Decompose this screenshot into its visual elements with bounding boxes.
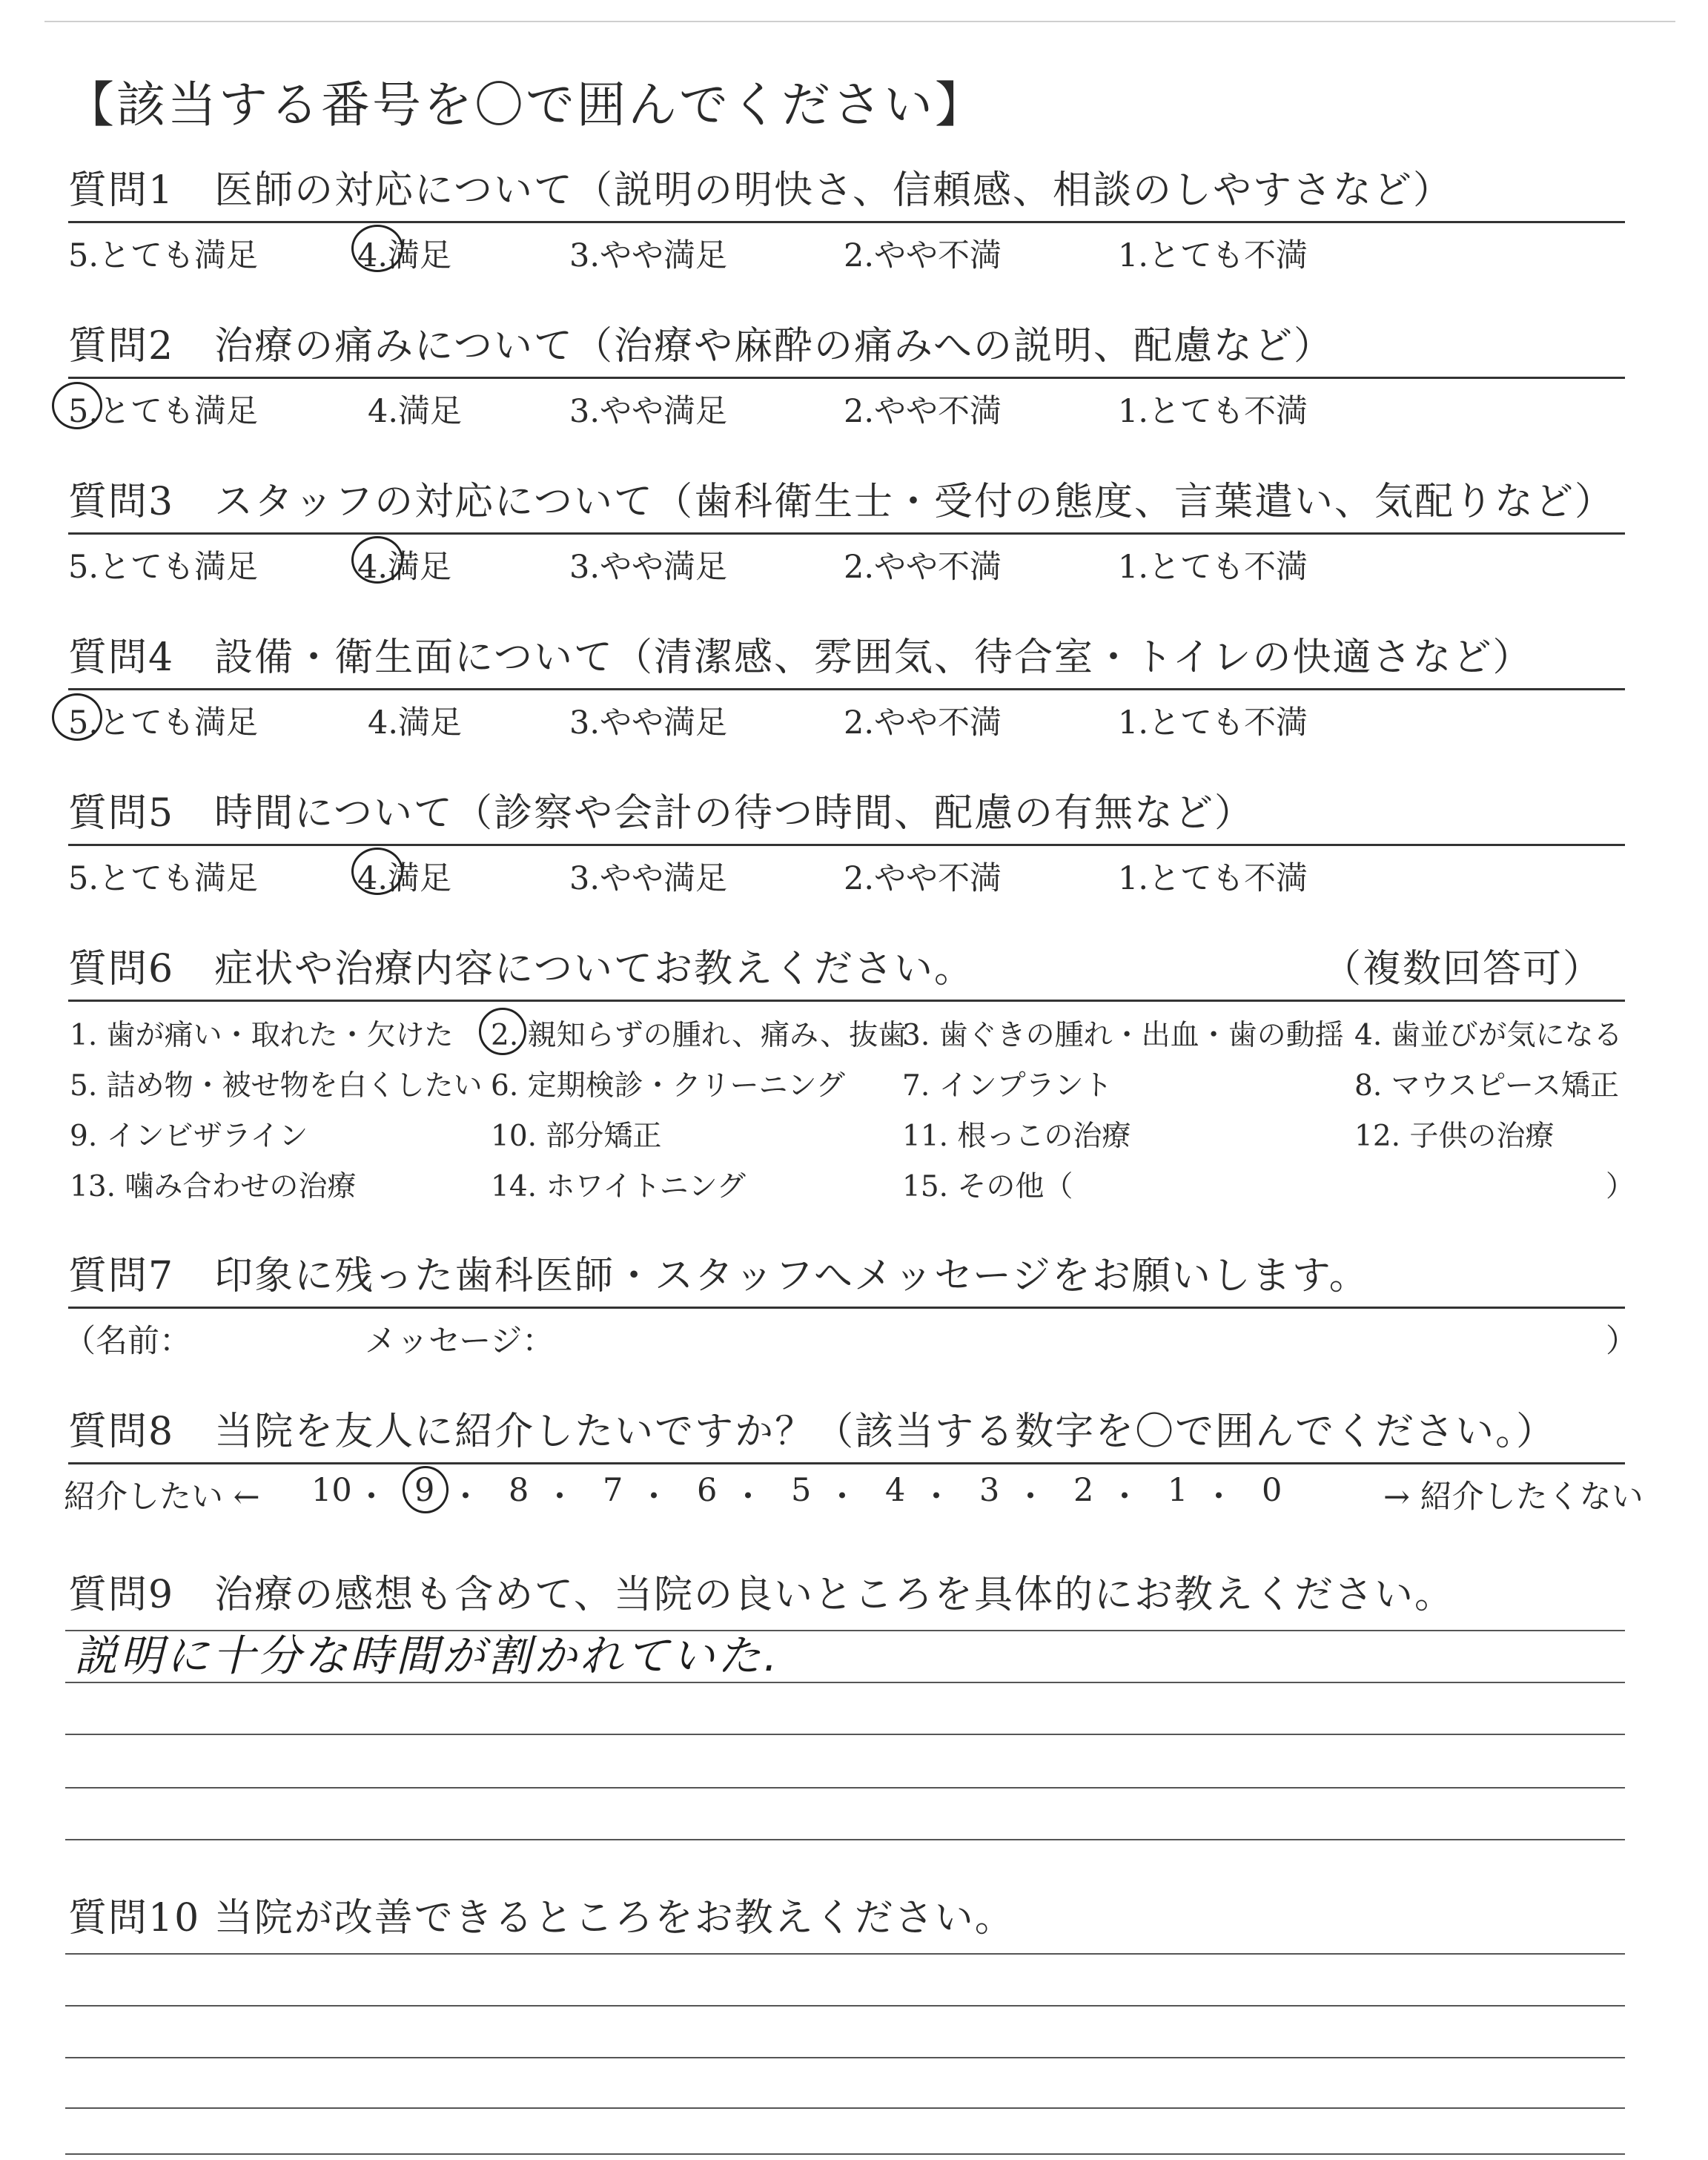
question-title: 質問3 スタッフの対応について（歯科衛生士・受付の態度、言葉遣い、気配りなど） bbox=[68, 480, 1615, 524]
question-6-title: 質問6 症状や治療内容についてお教えください。 bbox=[68, 947, 975, 991]
message-label: メッセージ： bbox=[365, 1323, 555, 1360]
question-8 bbox=[64, 1406, 1644, 1516]
scale-separator: ・ bbox=[920, 1479, 953, 1516]
scale-separator: ・ bbox=[1202, 1479, 1235, 1516]
scale-6[interactable]: 6 bbox=[697, 1472, 718, 1509]
treatment-11[interactable]: 11. 根っこの治療 bbox=[902, 1120, 1131, 1153]
scale-separator: ・ bbox=[638, 1479, 670, 1516]
treatment-6[interactable]: 6. 定期検診・クリーニング bbox=[491, 1069, 845, 1103]
option-5[interactable]: 5.とても満足 bbox=[68, 860, 259, 897]
top-border bbox=[44, 21, 1675, 22]
question-title bbox=[68, 943, 1625, 995]
name-label: （名前： bbox=[64, 1323, 191, 1360]
question-title: 質問1 医師の対応について（説明の明快さ、信頼感、相談のしやすさなど） bbox=[68, 168, 1453, 213]
option-2[interactable]: 2.やや不満 bbox=[844, 549, 1002, 586]
selection-circle bbox=[351, 848, 403, 895]
treatment-3[interactable]: 3. 歯ぐきの腫れ・出血・歯の動揺 bbox=[902, 1019, 1344, 1052]
option-3[interactable]: 3.やや満足 bbox=[569, 393, 728, 430]
option-4[interactable]: 4.満足 bbox=[357, 860, 452, 897]
selection-circle bbox=[479, 1008, 526, 1055]
recommend-right-label: → 紹介したくない bbox=[1383, 1479, 1644, 1516]
selection-circle bbox=[52, 382, 102, 429]
handwritten-answer[interactable]: 説明に十分な時間が割かれていた. bbox=[74, 1631, 781, 1681]
treatment-10[interactable]: 10. 部分矯正 bbox=[491, 1120, 662, 1153]
other-close-paren: ） bbox=[1606, 1170, 1635, 1203]
option-4[interactable]: 4.満足 bbox=[368, 704, 463, 742]
option-2[interactable]: 2.やや不満 bbox=[844, 393, 1002, 430]
treatment-4[interactable]: 4. 歯並びが気になる bbox=[1354, 1019, 1623, 1052]
question-5 bbox=[68, 787, 1625, 897]
option-1[interactable]: 1.とても不満 bbox=[1118, 704, 1308, 742]
scale-separator: ・ bbox=[449, 1479, 482, 1516]
option-4[interactable]: 4.満足 bbox=[357, 549, 452, 586]
treatment-13[interactable]: 13. 噛み合わせの治療 bbox=[70, 1170, 357, 1203]
selection-circle bbox=[403, 1466, 448, 1513]
option-1[interactable]: 1.とても不満 bbox=[1118, 549, 1308, 586]
treatment-5[interactable]: 5. 詰め物・被せ物を白くしたい bbox=[70, 1069, 483, 1103]
scale-5[interactable]: 5 bbox=[791, 1472, 812, 1509]
treatment-7[interactable]: 7. インプラント bbox=[902, 1069, 1113, 1103]
answer-line bbox=[65, 1787, 1625, 1789]
answer-line bbox=[65, 2107, 1625, 2109]
scale-4[interactable]: 4 bbox=[885, 1472, 906, 1509]
treatment-9[interactable]: 9. インビザライン bbox=[70, 1120, 308, 1153]
option-5[interactable]: 5.とても満足 bbox=[68, 549, 259, 586]
answer-line bbox=[65, 1839, 1625, 1840]
answer-line bbox=[65, 1734, 1625, 1735]
multiple-answers-note: （複数回答可） bbox=[1322, 947, 1603, 991]
question-title: 質問4 設備・衛生面について（清潔感、雰囲気、待合室・トイレの快適さなど） bbox=[68, 635, 1533, 680]
question-6 bbox=[68, 943, 1635, 1224]
scale-separator: ・ bbox=[732, 1479, 764, 1516]
option-2[interactable]: 2.やや不満 bbox=[844, 237, 1002, 274]
scale-8[interactable]: 8 bbox=[509, 1472, 529, 1509]
rating-options bbox=[68, 379, 1625, 430]
answer-line bbox=[65, 2153, 1625, 2155]
selection-circle bbox=[351, 225, 403, 272]
recommend-left-label: 紹介したい ← bbox=[64, 1479, 260, 1516]
option-5[interactable]: 5.とても満足 bbox=[68, 704, 259, 742]
question-title: 質問8 当院を友人に紹介したいですか？（該当する数字を〇で囲んでください。） bbox=[68, 1410, 1557, 1454]
question-4 bbox=[68, 632, 1625, 742]
option-5[interactable]: 5.とても満足 bbox=[68, 237, 259, 274]
scale-separator: ・ bbox=[1108, 1479, 1141, 1516]
rating-options bbox=[68, 846, 1625, 897]
option-1[interactable]: 1.とても不満 bbox=[1118, 393, 1308, 430]
scale-9[interactable]: 9 bbox=[414, 1472, 435, 1509]
option-3[interactable]: 3.やや満足 bbox=[569, 860, 728, 897]
option-3[interactable]: 3.やや満足 bbox=[569, 704, 728, 742]
scale-1[interactable]: 1 bbox=[1168, 1472, 1188, 1509]
treatment-12[interactable]: 12. 子供の治療 bbox=[1354, 1120, 1555, 1153]
question-3 bbox=[68, 476, 1625, 586]
question-title: 質問2 治療の痛みについて（治療や麻酔の痛みへの説明、配慮など） bbox=[68, 324, 1334, 369]
selection-circle bbox=[52, 693, 102, 741]
scale-2[interactable]: 2 bbox=[1073, 1472, 1094, 1509]
rating-options bbox=[68, 223, 1625, 274]
question-title: 質問7 印象に残った歯科医師・スタッフへメッセージをお願いします。 bbox=[68, 1254, 1369, 1298]
answer-line bbox=[65, 1953, 1625, 1955]
question-2 bbox=[68, 320, 1625, 430]
message-row bbox=[64, 1309, 1638, 1360]
message-close-paren: ） bbox=[1606, 1323, 1638, 1360]
question-title: 質問5 時間について（診察や会計の待つ時間、配慮の有無など） bbox=[68, 791, 1255, 836]
scale-separator: ・ bbox=[1014, 1479, 1047, 1516]
scale-3[interactable]: 3 bbox=[979, 1472, 1000, 1509]
question-10 bbox=[68, 1892, 1625, 1944]
question-title: 質問9 治療の感想も含めて、当院の良いところを具体的にお教えください。 bbox=[68, 1573, 1455, 1617]
option-4[interactable]: 4.満足 bbox=[357, 237, 452, 274]
treatment-15-other[interactable]: 15. その他（ bbox=[902, 1170, 1073, 1203]
treatment-1[interactable]: 1. 歯が痛い・取れた・欠けた bbox=[70, 1019, 454, 1052]
option-5[interactable]: 5.とても満足 bbox=[68, 393, 259, 430]
scale-0[interactable]: 0 bbox=[1262, 1472, 1282, 1509]
option-4[interactable]: 4.満足 bbox=[368, 393, 463, 430]
treatment-2[interactable]: 2. 親知らずの腫れ、痛み、抜歯 bbox=[491, 1019, 907, 1052]
treatment-8[interactable]: 8. マウスピース矯正 bbox=[1354, 1069, 1619, 1103]
page-heading: 【該当する番号を〇で囲んでください】 bbox=[65, 76, 986, 133]
option-2[interactable]: 2.やや不満 bbox=[844, 704, 1002, 742]
scale-10[interactable]: 10 bbox=[311, 1472, 352, 1509]
selection-circle bbox=[351, 536, 403, 584]
scale-separator: ・ bbox=[543, 1479, 576, 1516]
question-7 bbox=[64, 1250, 1638, 1360]
question-1 bbox=[68, 165, 1625, 274]
scale-separator: ・ bbox=[826, 1479, 858, 1516]
question-9 bbox=[68, 1569, 1625, 1621]
option-3[interactable]: 3.やや満足 bbox=[569, 549, 728, 586]
option-1[interactable]: 1.とても不満 bbox=[1118, 237, 1308, 274]
answer-line bbox=[65, 1682, 1625, 1683]
option-1[interactable]: 1.とても不満 bbox=[1118, 860, 1308, 897]
option-2[interactable]: 2.やや不満 bbox=[844, 860, 1002, 897]
scale-separator: ・ bbox=[355, 1479, 388, 1516]
treatment-14[interactable]: 14. ホワイトニング bbox=[491, 1170, 746, 1203]
scale-7[interactable]: 7 bbox=[603, 1472, 623, 1509]
rating-options bbox=[68, 535, 1625, 586]
answer-line bbox=[65, 2057, 1625, 2058]
question-title: 質問10 当院が改善できるところをお教えください。 bbox=[68, 1896, 1015, 1941]
answer-line bbox=[65, 2005, 1625, 2007]
treatment-options bbox=[68, 1002, 1635, 1224]
recommend-scale bbox=[64, 1464, 1644, 1516]
option-3[interactable]: 3.やや満足 bbox=[569, 237, 728, 274]
rating-options bbox=[68, 690, 1625, 742]
